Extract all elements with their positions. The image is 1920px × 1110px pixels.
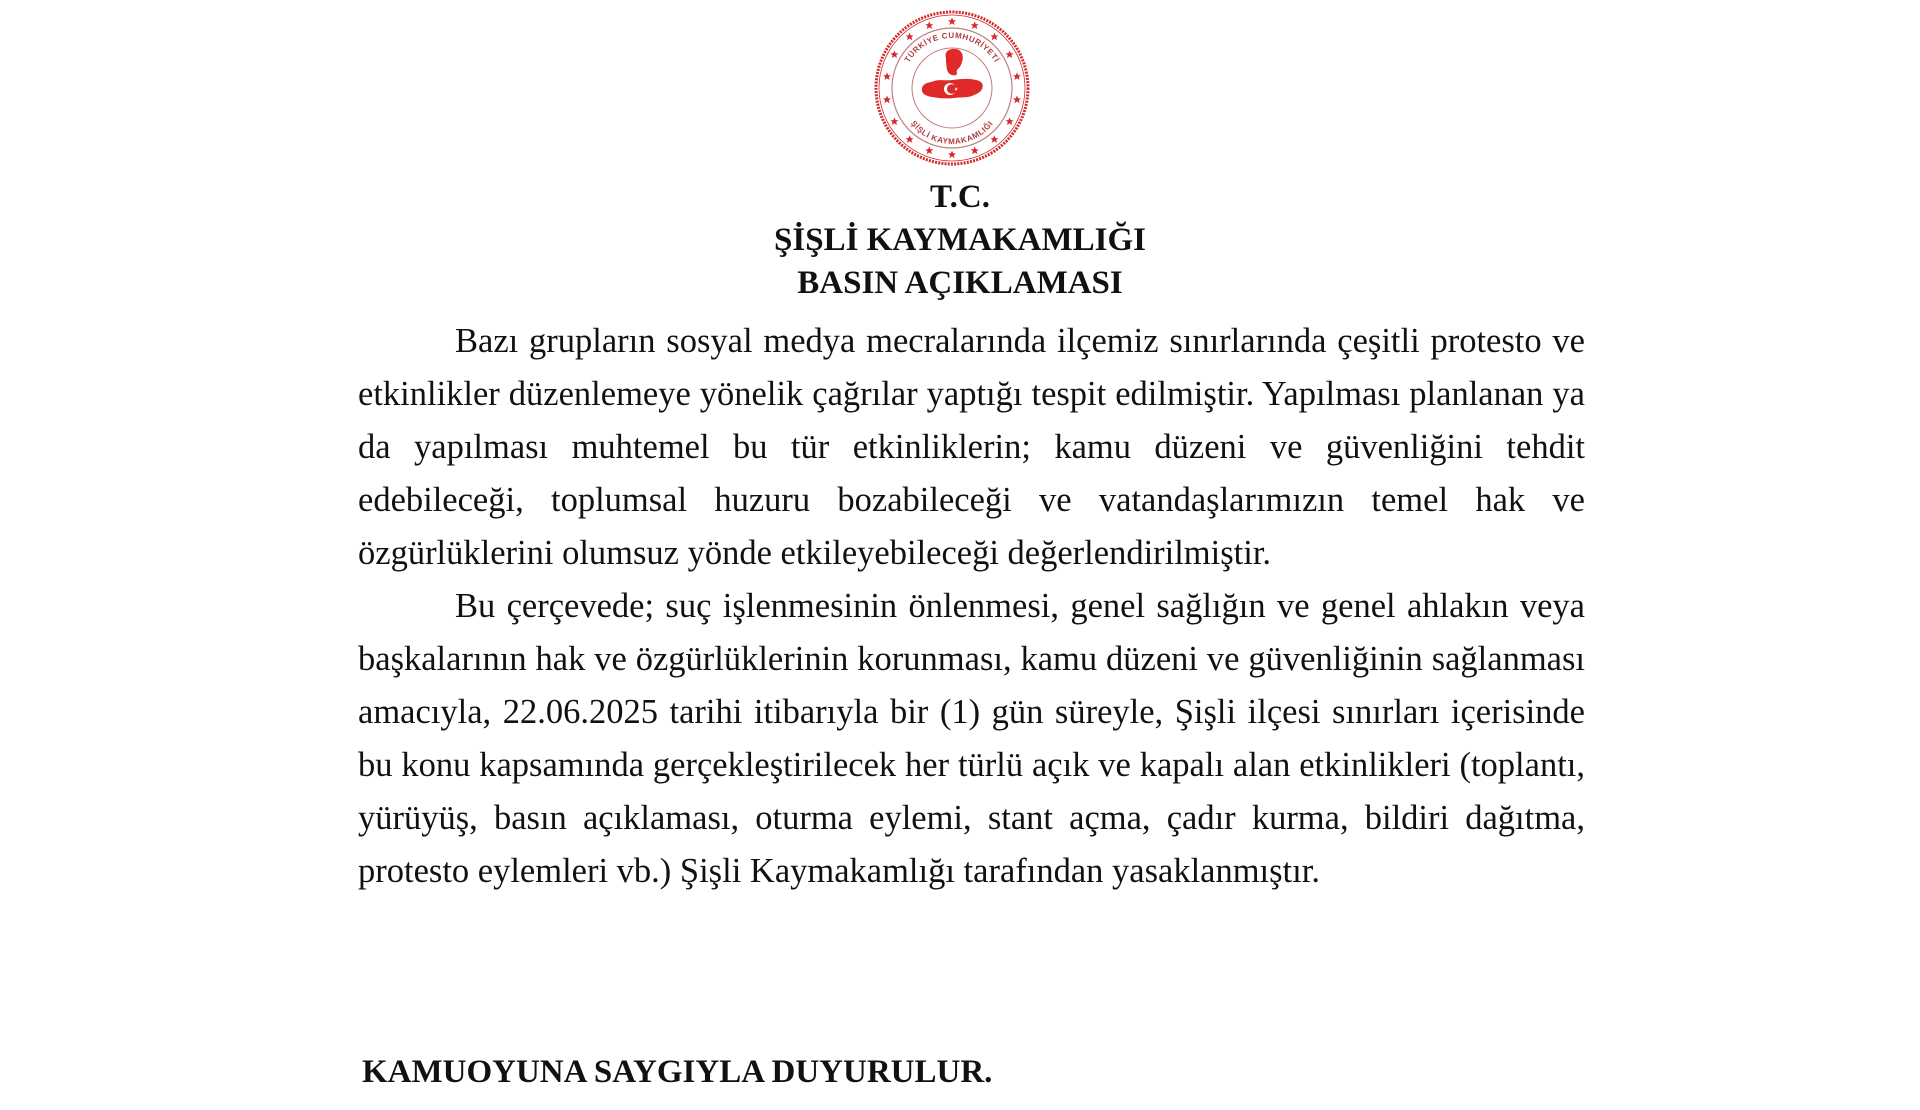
header-tc: T.C. — [930, 179, 990, 215]
svg-text:TÜRKİYE CUMHURİYETİ: TÜRKİYE CUMHURİYETİ — [902, 30, 1002, 65]
closing-statement: KAMUOYUNA SAYGIYLA DUYURULUR. — [362, 1054, 993, 1090]
header-document-type: BASIN AÇIKLAMASI — [797, 265, 1123, 301]
press-release-body — [358, 315, 1585, 898]
header-institution: ŞİŞLİ KAYMAKAMLIĞI — [774, 222, 1146, 258]
svg-text:ŞİŞLİ KAYMAKAMLIĞI: ŞİŞLİ KAYMAKAMLIĞI — [909, 118, 995, 147]
document-header — [0, 176, 1920, 305]
sisli-kaymakamligi-seal-icon — [872, 8, 1032, 168]
paragraph-2: Bu çerçevede; suç işlenmesinin önlenmesi, genel sağlığın ve genel ahlakın veya başkalarının hak ve özgürlüklerinin korunması, kamu düzeni ve güvenliğinin sağlanması amacıyla, 22.06.2025 tarihi itibarıyla bir (1) gün süreyle, Şişli ilçesi sınırları içerisinde bu konu kapsamında gerçekleştirilecek her türlü açık ve kapalı alan etkinlikleri (toplantı, yürüyüş, basın açıklaması, oturma eylemi, stant açma, çadır kurma, bildiri dağıtma, protesto eylemleri vb.) Şişli Kaymakamlığı tarafından yasaklanmıştır. — [358, 587, 1585, 890]
paragraph-1: Bazı grupların sosyal medya mecralarında ilçemiz sınırlarında çeşitli protesto ve etkinlikler düzenlemeye yönelik çağrılar yaptığı tespit edilmiştir. Yapılması planlanan ya da yapılması muhtemel bu tür etkinliklerin; kamu düzeni ve güvenliğini tehdit edebileceği, toplumsal huzuru bozabileceği ve vatandaşlarımızın temel hak ve özgürlüklerini olumsuz yönde etkileyebileceği değerlendirilmiştir. — [358, 322, 1585, 572]
